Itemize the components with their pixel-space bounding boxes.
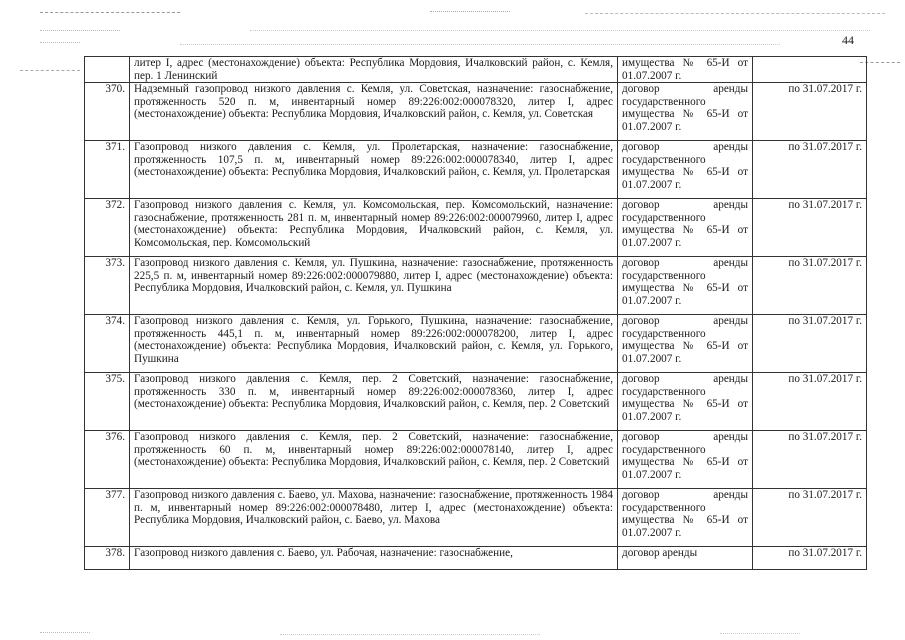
object-description: Газопровод низкого давления с. Кемля, пер. 2 Советский, назначение: газоснабжение, протяженность 60 п. м, инвентарный номер 89:226:002:000078140, литер I, адрес (местонахождение) объекта: Республика Мордовия, Ичалковский район, с. Кемля, пер. 2 Советский — [130, 431, 618, 489]
table-row — [85, 57, 867, 83]
table-row — [85, 257, 867, 315]
lease-term: по 31.07.2017 г. — [753, 199, 867, 257]
object-description: Газопровод низкого давления с. Кемля, пер. 2 Советский, назначение: газоснабжение, протяженность 330 п. м, инвентарный номер 89:226:002:000078360, литер I, адрес (местонахождение) объекта: Республика Мордовия, Ичалковский район, с. Кемля, пер. 2 Советский — [130, 373, 618, 431]
object-description: Газопровод низкого давления с. Кемля, ул. Комсомольская, пер. Комсомольский, назначение: газоснабжение, протяженность 281 п. м, инвентарный номер 89:226:002:000079960, литер I, адрес (местонахождение) объекта: Республика Мордовия, Ичалковский район, с. Кемля, ул. Комсомольская, пер. Комсомольский — [130, 199, 618, 257]
row-number: 376. — [85, 431, 130, 489]
object-description: Газопровод низкого давления с. Кемля, ул. Пушкина, назначение: газоснабжение, протяженность 225,5 п. м, инвентарный номер 89:226:002:000079880, литер I, адрес (местонахождение) объекта: Республика Мордовия, Ичалковский район, с. Кемля, ул. Пушкина — [130, 257, 618, 315]
lease-term: по 31.07.2017 г. — [753, 373, 867, 431]
table-row — [85, 199, 867, 257]
row-number: 372. — [85, 199, 130, 257]
row-number: 370. — [85, 83, 130, 141]
lease-basis: договор аренды государственного имущества № 65-И от 01.07.2007 г. — [618, 431, 753, 489]
lease-term: по 31.07.2017 г. — [753, 315, 867, 373]
page-number: 44 — [842, 33, 854, 47]
table-row — [85, 141, 867, 199]
table-row — [85, 83, 867, 141]
lease-term: по 31.07.2017 г. — [753, 431, 867, 489]
row-number: 374. — [85, 315, 130, 373]
lease-basis: договор аренды государственного имущества № 65-И от 01.07.2007 г. — [618, 489, 753, 547]
lease-basis: договор аренды государственного имущества № 65-И от 01.07.2007 г. — [618, 315, 753, 373]
lease-basis: договор аренды государственного имущества № 65-И от 01.07.2007 г. — [618, 373, 753, 431]
lease-basis: договор аренды государственного имущества № 65-И от 01.07.2007 г. — [618, 257, 753, 315]
lease-term — [753, 57, 867, 83]
row-number — [85, 57, 130, 83]
table-row — [85, 315, 867, 373]
table-row — [85, 431, 867, 489]
lease-term: по 31.07.2017 г. — [753, 257, 867, 315]
lease-basis: имущества № 65-И от 01.07.2007 г. — [618, 57, 753, 83]
row-number: 375. — [85, 373, 130, 431]
lease-basis: договор аренды государственного имущества № 65-И от 01.07.2007 г. — [618, 141, 753, 199]
object-description: Газопровод низкого давления с. Баево, ул. Рабочая, назначение: газоснабжение, — [130, 547, 618, 570]
row-number: 371. — [85, 141, 130, 199]
table-row — [85, 547, 867, 570]
object-description: Газопровод низкого давления с. Кемля, ул. Горького, Пушкина, назначение: газоснабжение, протяженность 445,1 п. м, инвентарный номер 89:226:002:000078200, литер I, адрес (местонахождение) объекта: Республика Мордовия, Ичалковский район, с. Кемля, ул. Горького, Пушкина — [130, 315, 618, 373]
table-row — [85, 489, 867, 547]
object-description: литер I, адрес (местонахождение) объекта: Республика Мордовия, Ичалковский район, с. Кемля, пер. 1 Ленинский — [130, 57, 618, 83]
lease-term: по 31.07.2017 г. — [753, 547, 867, 570]
object-description: Газопровод низкого давления с. Кемля, ул. Пролетарская, назначение: газоснабжение, протяженность 107,5 п. м, инвентарный номер 89:226:002:000078340, литер I, адрес (местонахождение) объекта: Республика Мордовия, Ичалковский район, с. Кемля, ул. Пролетарская — [130, 141, 618, 199]
object-description: Газопровод низкого давления с. Баево, ул. Махова, назначение: газоснабжение, протяженность 1984 п. м, инвентарный номер 89:226:002:000078480, литер I, адрес (местонахождение) объекта: Республика Мордовия, Ичалковский район, с. Баево, ул. Махова — [130, 489, 618, 547]
lease-basis: договор аренды государственного имущества № 65-И от 01.07.2007 г. — [618, 199, 753, 257]
lease-basis: договор аренды государственного имущества № 65-И от 01.07.2007 г. — [618, 83, 753, 141]
lease-basis: договор аренды — [618, 547, 753, 570]
object-description: Надземный газопровод низкого давления с. Кемля, ул. Советская, назначение: газоснабжение, протяженность 520 п. м, инвентарный номер 89:226:002:000078320, литер I, адрес (местонахождение) объекта: Республика Мордовия, Ичалковский район, с. Кемля, ул. Советская — [130, 83, 618, 141]
property-table — [84, 56, 867, 570]
lease-term: по 31.07.2017 г. — [753, 141, 867, 199]
row-number: 378. — [85, 547, 130, 570]
row-number: 377. — [85, 489, 130, 547]
lease-term: по 31.07.2017 г. — [753, 83, 867, 141]
row-number: 373. — [85, 257, 130, 315]
lease-term: по 31.07.2017 г. — [753, 489, 867, 547]
table-row — [85, 373, 867, 431]
